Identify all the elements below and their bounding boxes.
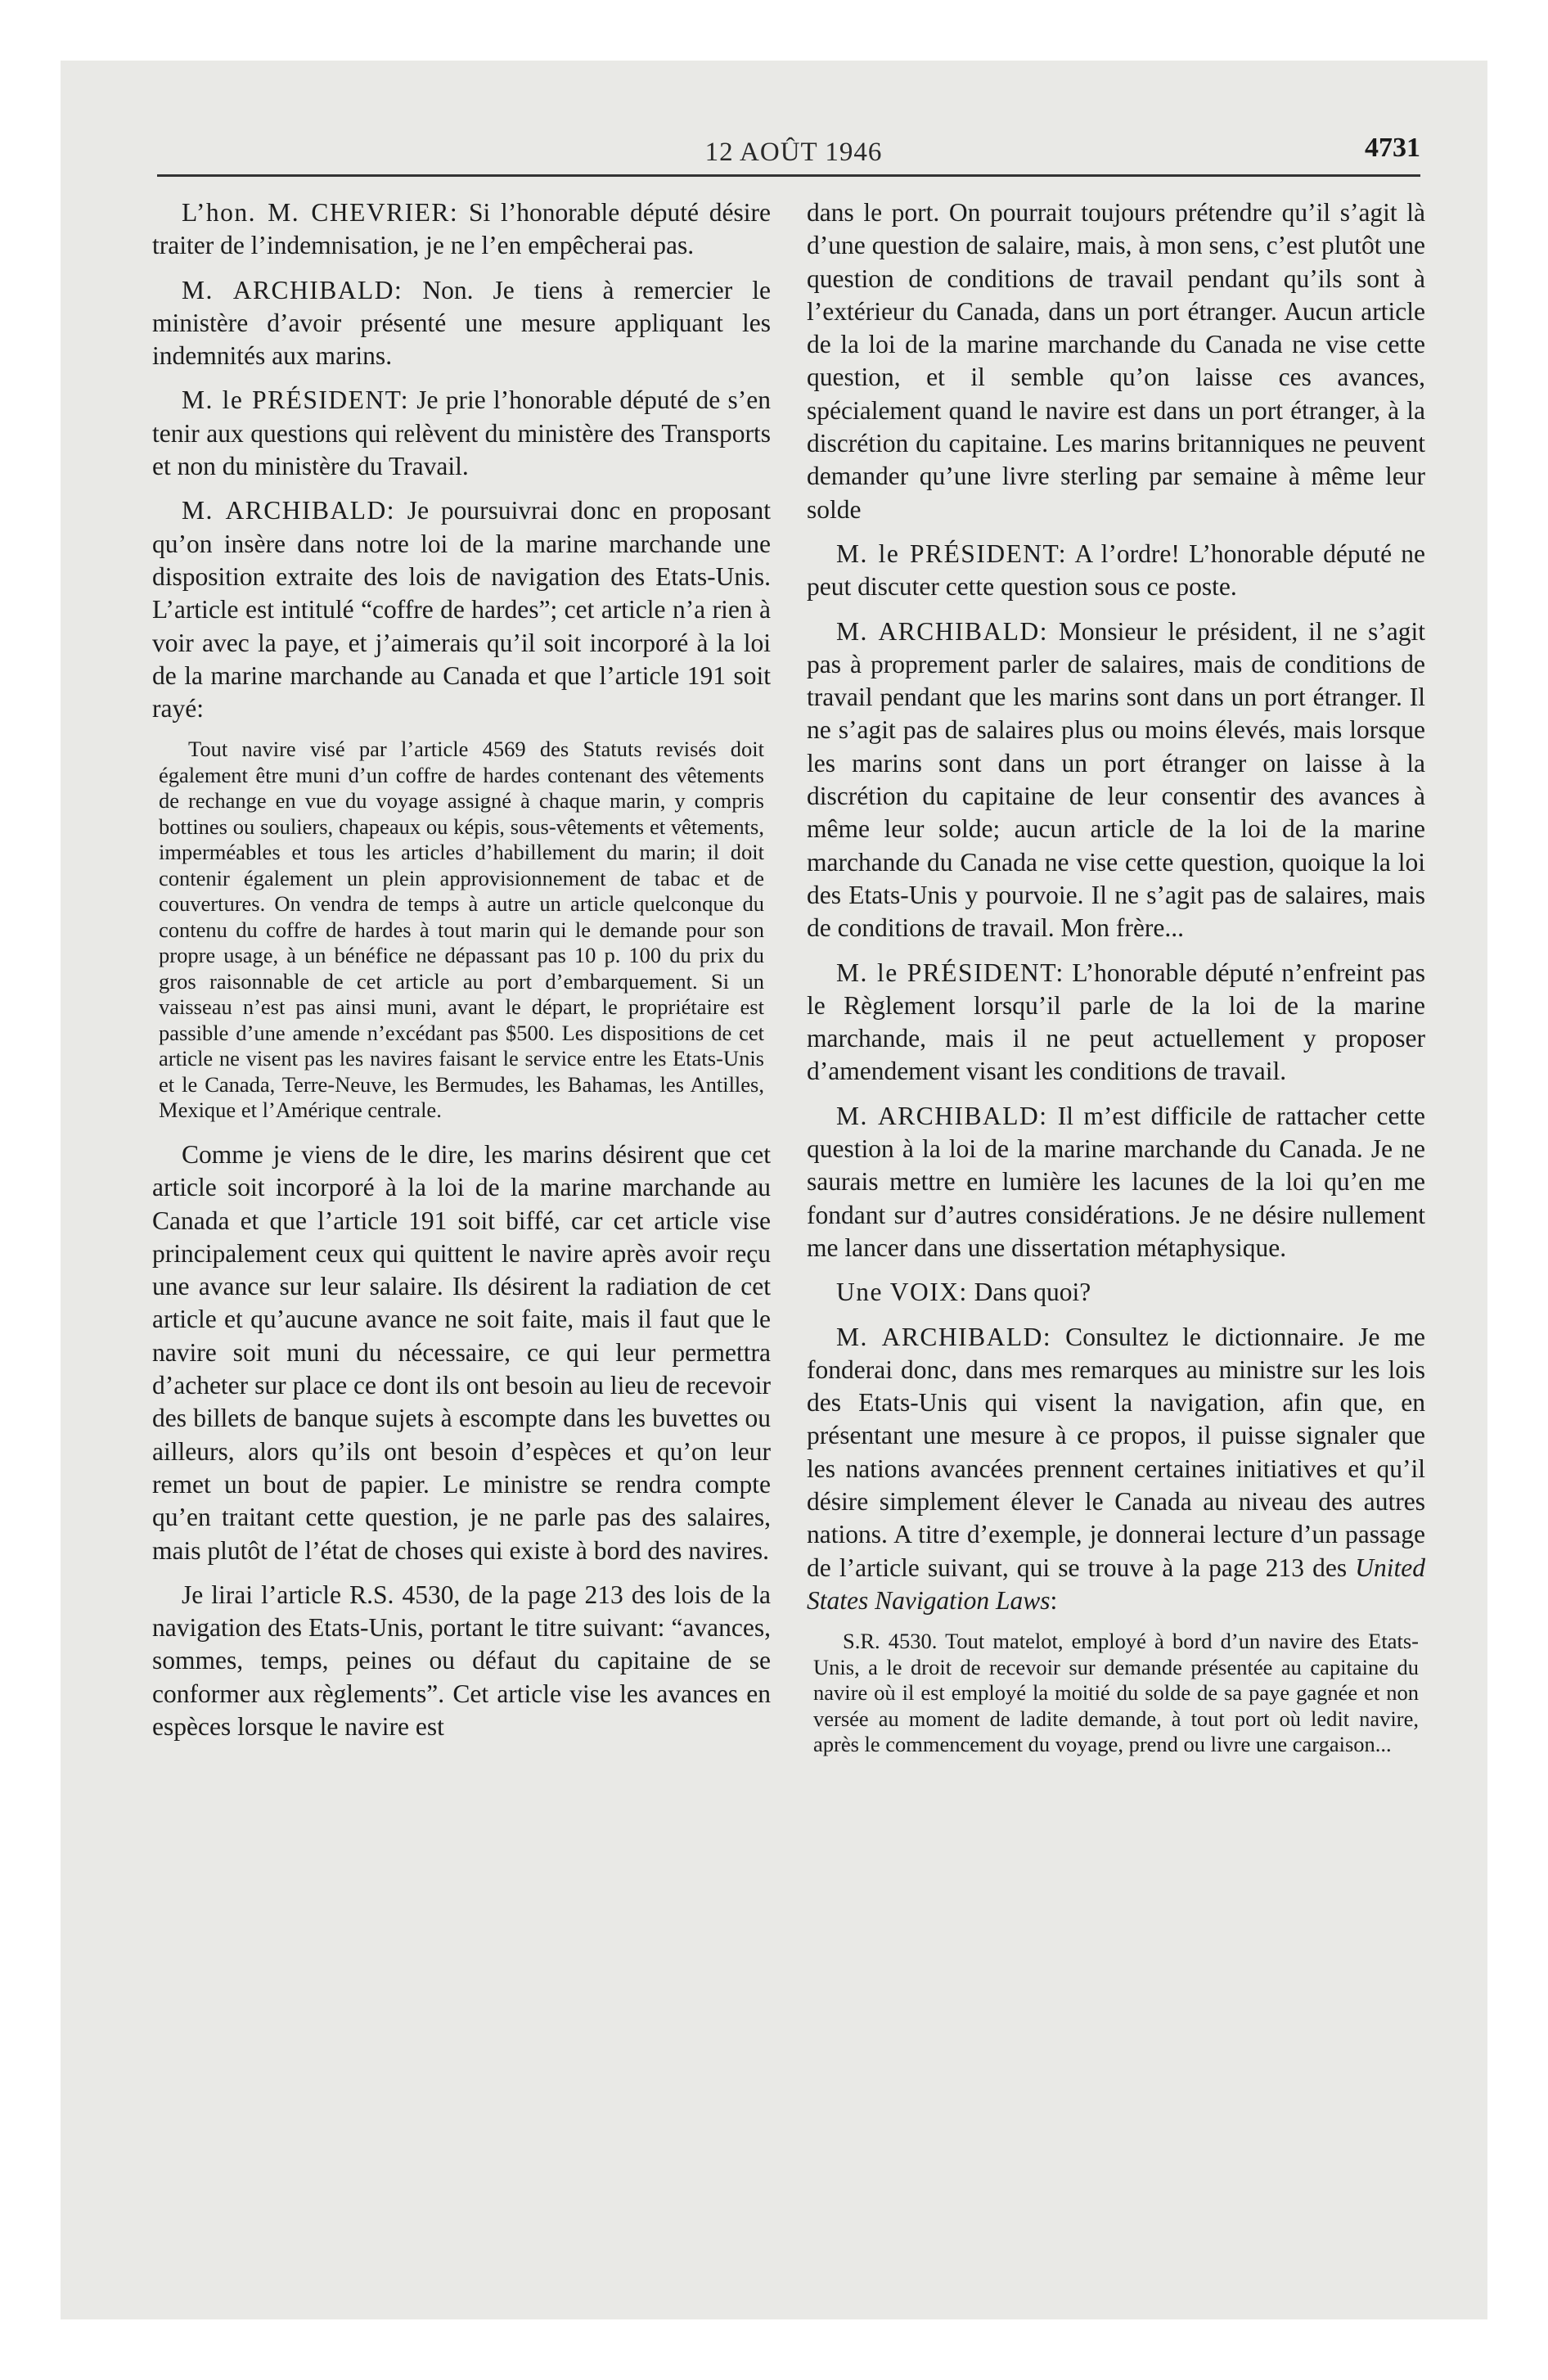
paragraph [152, 494, 771, 725]
paragraph-text: Comme je viens de le dire, les marins désirent que cet article soit incorporé à la loi de la marine marchande au Canada et que l’article 191 soit biffé, car cet article vise principalement ceux qui quittent le navire après avoir reçu une avance sur leur salaire. Ils désirent la radiation de cet article et qu’aucune avance ne soit faite, mais il faut que le navire soit muni du nécessaire, ce qui leur permettra d’acheter sur place ce dont ils ont besoin au lieu de recevoir des billets de banque sujets à escompte dans les buvettes ou ailleurs, alors qu’ils ont besoin d’espèces et qu’on leur remet un bout de papier. Le ministre se rendra compte qu’en traitant cette question, je ne parle pas des salaires, mais plutôt de l’état de choses qui existe à bord des navires. [152, 1139, 771, 1565]
quoted-statute: S.R. 4530. Tout matelot, employé à bord d’un navire des Etats-Unis, a le droit de recevoir sur demande présentée au capitaine du navire où il est employé la moitié du solde de sa paye gagnée et non versée au moment de ladite demande, à tout port où ledit navire, après le commencement du voyage, prend ou livre une cargaison... [813, 1629, 1419, 1757]
paragraph-text: Je poursuivrai donc en proposant qu’on insère dans notre loi de la marine marchande une disposition extraite des lois de navigation des Etats-Unis. L’article est intitulé “coffre de hardes”; cet article n’a rien à voir avec la paye, et j’aimerais qu’il soit incorporé à la loi de la marine marchande au Canada et que l’article 191 soit rayé: [152, 496, 772, 723]
speaker-name: M. ARCHIBALD: [836, 1322, 1052, 1351]
paragraph-text: Je lirai l’article R.S. 4530, de la page 213 des lois de la navigation des Etats-Unis, portant le titre suivant: “avances, sommes, temps, peines ou défaut du capitaine de se conformer aux règlements”. Cet article vise les avances en espèces lorsque le navire est [152, 1580, 771, 1741]
paragraph [152, 1138, 771, 1567]
paragraph-text: Si l’honorable député désire traiter de l’indemnisation, je ne l’en empêcherai pas. [152, 198, 771, 260]
paragraph-text: Consultez le dictionnaire. Je me fonderai donc, dans mes remarques au ministre sur les lois des Etats-Unis qui visent la navigation, afin que, en présentant une mesure à ce propos, il puisse signaler que les nations avancées prennent certaines initiatives et qu’il désire simplement élever le Canada au niveau des autres nations. A titre d’exemple, je donnerai lecture d’un passage de l’article suivant, qui se trouve à la page 213 des [807, 1322, 1425, 1582]
paragraph [152, 196, 771, 263]
paragraph-text: Il m’est difficile de rattacher cette question à la loi de la marine marchande du Canada. Je ne saurais mettre en lumière les lacunes de la loi qu’en me fondant sur d’autres considérations. Je ne désire nullement me lancer dans une dissertation métaphysique. [807, 1101, 1425, 1262]
paragraph [807, 1276, 1425, 1309]
page-number: 4731 [1365, 133, 1420, 163]
speaker-name: M. ARCHIBALD: [182, 496, 395, 525]
paragraph [807, 538, 1425, 604]
speaker-name: M. le PRÉSIDENT: [836, 958, 1064, 987]
paragraph-text: Dans quoi? [967, 1278, 1091, 1307]
speaker-name: L’hon. M. CHEVRIER: [182, 198, 459, 227]
quoted-statute: Tout navire visé par l’article 4569 des Statuts revisés doit également être muni d’un coffre de hardes contenant des vêtements de rechange en vue du voyage assigné à chaque marin, y compris bottines ou souliers, chapeaux ou képis, sous-vêtements et vêtements, imperméables et tous les articles d’habillement du marin; il doit contenir également un plein approvisionnement de tabac et de couvertures. On vendra de temps à autre un article quelconque du contenu du coffre de hardes à tout marin qui le demande pour son propre usage, à un bénéfice ne dépassant pas 10 p. 100 du prix du gros raisonnable de cet article au port d’embarquement. Si un vaisseau n’est pas ainsi muni, avant le départ, le propriétaire est passible d’une amende n’excédant pas $500. Les dispositions de cet article ne visent pas les navires faisant le service entre les Etats-Unis et le Canada, Terre-Neuve, les Bermudes, les Bahamas, les Antilles, Mexique et l’Amérique centrale. [159, 737, 764, 1123]
speaker-name: M. le PRÉSIDENT: [182, 385, 410, 415]
paragraph-text: A l’ordre! L’honorable député ne peut discuter cette question sous ce poste. [807, 539, 1425, 602]
paragraph-text: Monsieur le président, il ne s’agit pas à proprement parler de salaires, mais de conditions de travail pendant que les marins sont dans un port étranger. Il ne s’agit pas de salaires plus ou moins élevés, mais lorsque les marins sont dans un port étranger on laisse à la discrétion du capitaine de leur consentir des avances à même leur solde; aucun article de la loi de la marine marchande du Canada ne vise cette question, quoique la loi des Etats-Unis y pourvoie. Il ne s’agit pas de salaires, mais de conditions de travail. Mon frère... [807, 616, 1425, 943]
paragraph-text: Non. Je tiens à remercier le ministère d’avoir présenté une mesure appliquant les indemnités aux marins. [152, 275, 772, 371]
paragraph [807, 1100, 1425, 1264]
left-column [152, 196, 771, 1755]
paragraph [152, 274, 771, 373]
paragraph [807, 1321, 1425, 1618]
right-column [807, 196, 1425, 1773]
speaker-name: M. ARCHIBALD: [836, 616, 1048, 646]
paragraph-text: L’honorable député n’enfreint pas le Règlement lorsqu’il parle de la loi de la marine marchande, mais il ne peut actuellement y proposer d’amendement visant les conditions de travail. [807, 958, 1426, 1086]
paragraph-text: Je prie l’honorable député de s’en tenir aux questions qui relèvent du ministère des Transports et non du ministère du Travail. [152, 385, 771, 481]
paragraph-text: dans le port. On pourrait toujours prétendre qu’il s’agit là d’une question de salaire, mais, à mon sens, c’est plutôt une question de conditions de travail pendant qu’ils sont à l’extérieur du Canada, dans un port étranger. Aucun article de la loi de la marine marchande du Canada ne vise cette question, et il semble qu’on laisse ces avances, spécialement quand le navire est dans un port étranger, à la discrétion du capitaine. Les marins britanniques ne peuvent demander qu’une livre sterling par semaine à même leur solde [807, 198, 1425, 524]
speaker-name: M. ARCHIBALD: [836, 1101, 1048, 1130]
speaker-name: M. ARCHIBALD: [182, 275, 403, 304]
paragraph [807, 957, 1425, 1089]
header-rule [157, 174, 1420, 177]
header-date: 12 AOÛT 1946 [704, 137, 883, 167]
paragraph [807, 615, 1425, 945]
speaker-name: Une VOIX: [836, 1278, 968, 1307]
speaker-name: M. le PRÉSIDENT: [836, 539, 1067, 568]
paragraph-continued [807, 196, 1425, 526]
paragraph [152, 1579, 771, 1743]
paragraph-text: : [1050, 1585, 1058, 1615]
italic-title: United States Navigation Laws [807, 1553, 1425, 1615]
paragraph [152, 384, 771, 483]
